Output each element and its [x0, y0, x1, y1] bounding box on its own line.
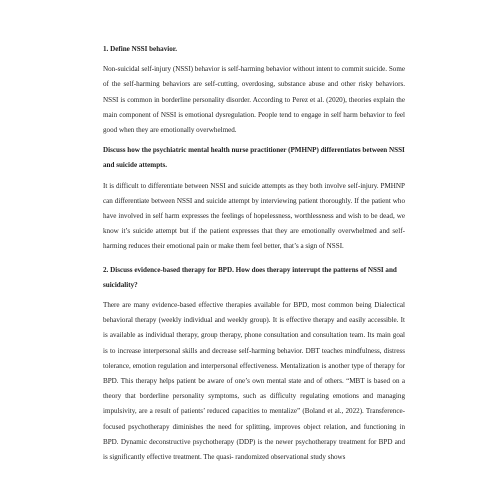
section-1-heading: 1. Define NSSI behavior. [103, 45, 178, 53]
section-1-paragraph: Non-suicidal self-injury (NSSI) behavior is self-harming behavior without intent to commit suicide. Some of the self-harming behaviors are self-cutting, overdosing, substance abuse and other risky behaviors. NSSI is common in borderline personality disorder. According to Perez et al. (2020), theories explain the main component of NSSI is emotional dysregulation. People tend to engage in self harm behavior to feel good when they are emotionally overwhelmed. [103, 65, 405, 135]
section-2-heading: 2. Discuss evidence-based therapy for BPD. How does therapy interrupt the patterns of NSSI and suicidality? [103, 265, 397, 289]
section-2-paragraph: There are many evidence-based effective therapies available for BPD, most common being Dialectical behavioral therapy (weekly individual and weekly group). It is effective therapy and easily accessible. It is available as individual therapy, group therapy, phone consultation and consultation team. Its main goal is to increase interpersonal skills and decrease self-harming behavior. DBT teaches mindfulness, distress tolerance, emotion regulation and interpersonal effectiveness. Mentalization is another type of therapy for BPD. This therapy helps patient be aware of one’s own mental state and of others. “MBT is based on a theory that borderline personality symptoms, such as difficulty regulating emotions and managing impulsivity, are a result of patients’ reduced capacities to mentalize” (Boland et al., 2022). Transference-focused psychotherapy diminishes the need for splitting, improves object relation, and functioning in BPD. Dynamic deconstructive psychotherapy (DDP) is the newer psychotherapy treatment for BPD and is significantly effective treatment. The quasi- randomized observational study shows [103, 301, 405, 462]
subsection-heading: Discuss how the psychiatric mental health nurse practitioner (PMHNP) differentiates between NSSI and suicide attempts. [103, 146, 405, 170]
subsection-paragraph: It is difficult to differentiate between NSSI and suicide attempts as they both involve self-injury. PMHNP can differentiate between NSSI and suicide attempt by interviewing patient thoroughly. If the patient who have involved in self harm expresses the feelings of hopelessness, worthlessness and wish to be dead, we know it’s suicide attempt but if the patient expresses that they are emotionally overwhelmed and self-harming reduces their emotional pain or make them feel better, that’s a sign of NSSI. [103, 181, 405, 251]
spacer [103, 255, 405, 263]
document-page [103, 42, 405, 465]
